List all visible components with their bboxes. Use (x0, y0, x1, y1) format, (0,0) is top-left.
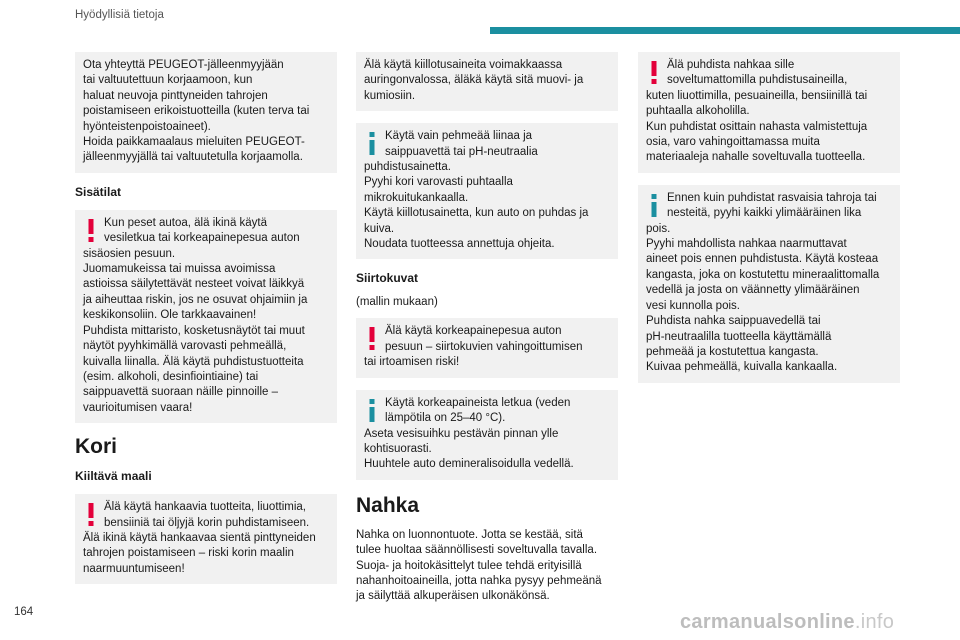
text-line: pesuun – siirtokuvien vahingoittumisen (385, 340, 583, 353)
section-heading-nahka: Nahka (356, 493, 420, 517)
text-line: saippuavettä tai pH-neutraalia (385, 145, 538, 158)
text-line: puhdistusainetta. (364, 161, 451, 174)
text-line: Juomamukeissa tai muissa avoimissa (83, 263, 276, 276)
text-line: Älä ikinä käytä hankaavaa sientä pinttyneiden (83, 531, 316, 544)
info-text (646, 222, 892, 376)
text-line: nahanhoitoaineilla, jotta nahka pysyy pehmeänä (356, 574, 602, 587)
text-line: vesiletkua tai korkeapainepesua auton (104, 232, 300, 245)
warning-box (75, 210, 337, 423)
text-line: vaurioitumisen vaara! (83, 401, 193, 414)
info-text (364, 427, 610, 473)
text-line: hyönteistenpoistoaineet). (83, 120, 211, 133)
nahka-paragraph (356, 528, 618, 605)
text-line: haluat neuvoja pinttyneiden tahrojen (83, 89, 268, 102)
text-line: Käytä kiillotusainetta, kun auto on puhdas ja (364, 207, 589, 220)
text-line: vedellä ja josta on väännetty ylimääräinen (646, 284, 860, 297)
warning-icon (647, 60, 661, 86)
info-icon (365, 131, 379, 157)
text-line: Puhdista nahka saippuavedellä tai (646, 315, 821, 328)
column-2 (356, 52, 618, 605)
text-line: pH-neutraalilla tuotteella käyttämällä (646, 330, 832, 343)
info-text (364, 160, 610, 252)
warning-box (75, 494, 337, 584)
text-line: tai irtoamisen riski! (364, 356, 460, 369)
text-line: materiaaleja nahalle soveltuvalla tuotteella. (646, 151, 866, 164)
column-1 (75, 52, 337, 596)
text-line: ja säilyttää alkuperäisen ulkonäkönsä. (356, 590, 550, 603)
text-line: auringonvalossa, äläkä käytä sitä muovi- ja (364, 74, 584, 87)
text-line: Huuhtele auto demineralisoidulla vedellä. (364, 458, 574, 471)
text-line: näytöt pyyhkimällä varovasti pehmeällä, (83, 340, 287, 353)
info-box (356, 390, 618, 480)
info-text (364, 396, 610, 427)
text-line: Pyyhi kori varovasti puhtaalla (364, 176, 513, 189)
section-heading-siirtokuvat: Siirtokuvat (356, 271, 419, 286)
info-text (364, 129, 610, 160)
text-line: kohtisuorasti. (364, 442, 432, 455)
text-line: astioissa säilytettävät nesteet voivat läikkyä (83, 278, 305, 291)
text-line: Älä puhdista nahkaa sille (667, 59, 795, 71)
text-line: bensiiniä tai öljyjä korin puhdistamiseen. (104, 516, 310, 529)
text-line: tahrojen poistamiseen – riski korin maalin (83, 547, 294, 560)
text-line: kangasta, joka on kostutettu mineraalittomalla (646, 268, 880, 281)
warning-text (364, 355, 610, 370)
text-line: naarmuuntumiseen! (83, 562, 185, 575)
info-box (356, 123, 618, 259)
text-line: Ota yhteyttä PEUGEOT-jälleenmyyjään (83, 59, 284, 71)
text-line: Pyyhi mahdollista nahkaa naarmuttavat (646, 238, 847, 251)
note-text (83, 58, 329, 166)
warning-text (83, 500, 329, 531)
note-text (364, 58, 610, 104)
info-text (646, 191, 892, 222)
text-line: ja aiheuttaa riskin, jos ne osuvat ohjaimiin ja (83, 293, 308, 306)
text-line: Älä käytä kiillotusaineita voimakkaassa (364, 59, 563, 71)
text-line: kuten liuottimilla, pesuaineilla, bensiinillä tai (646, 89, 868, 102)
text-line: jälleenmyyjällä tai valtuutetulla korjaamolla. (83, 151, 303, 164)
text-line: Hoida paikkamaalaus mieluiten PEUGEOT- (83, 136, 305, 149)
text-line: aineet pois ennen puhdistusta. Käytä kosteaa (646, 253, 879, 266)
warning-box (638, 52, 900, 173)
text-line: mikrokuitukankaalla. (364, 191, 469, 204)
note-box (356, 52, 618, 111)
text-line: Aseta vesisuihku pestävän pinnan ylle (364, 427, 559, 440)
text-line: kuiva. (364, 222, 395, 235)
warning-text (83, 216, 329, 247)
page-header-title: Hyödyllisiä tietoja (75, 9, 164, 21)
note-box (75, 52, 337, 173)
warning-icon (84, 502, 98, 528)
info-icon (365, 398, 379, 424)
info-box (638, 185, 900, 383)
page-number: 164 (14, 606, 34, 618)
text-line: pehmeää ja kostutettua kangasta. (646, 345, 819, 358)
model-note: (mallin mukaan) (356, 296, 438, 309)
section-heading-kori: Kori (75, 435, 117, 459)
warning-icon (84, 218, 98, 244)
text-line: sisäosien pesuun. (83, 247, 176, 260)
column-3 (638, 52, 900, 395)
text-line: tai valtuutettuun korjaamoon, kun (83, 74, 253, 87)
watermark: carmanualsonline.info (680, 611, 895, 633)
text-line: keskikonsoliin. Ole tarkkaavainen! (83, 309, 257, 322)
header-accent-bar (490, 27, 960, 34)
text-line: vesi kunnolla pois. (646, 299, 740, 312)
warning-box (356, 318, 618, 377)
text-line: osia, varo vahingoittamassa muita (646, 136, 820, 149)
text-line: Kuivaa pehmeällä, kuivalla kankaalla. (646, 361, 838, 374)
text-line: puhtaalla alkoholilla. (646, 105, 750, 118)
text-line: Puhdista mittaristo, kosketusnäytöt tai muut (83, 324, 305, 337)
text-line: Kun peset autoa, älä ikinä käytä (104, 216, 268, 229)
subheading-kiiltava-maali: Kiiltävä maali (75, 469, 152, 484)
text-line: kuivalla liinalla. Älä käytä puhdistustuotteita (83, 355, 304, 368)
text-line: nesteitä, pyyhi kaikki ylimääräinen lika (667, 207, 862, 220)
text-line: Älä käytä korkeapainepesua auton (385, 325, 562, 338)
warning-icon (365, 326, 379, 352)
text-line: tulee huoltaa säännöllisesti soveltuvalla tavalla. (356, 544, 598, 557)
warning-text (83, 531, 329, 577)
text-line: lämpötila on 25–40 °C). (385, 412, 506, 425)
text-line: Noudata tuotteessa annettuja ohjeita. (364, 238, 555, 251)
text-line: Älä käytä hankaavia tuotteita, liuottimia, (104, 501, 307, 514)
text-line: Käytä vain pehmeää liinaa ja (385, 130, 533, 143)
warning-text (646, 89, 892, 166)
warning-text (646, 58, 892, 89)
info-icon (647, 193, 661, 219)
text-line: Nahka on luonnontuote. Jotta se kestää, sitä (356, 528, 583, 541)
text-line: saippuavettä suoraan näille pinnoille – (83, 386, 279, 399)
text-line: Ennen kuin puhdistat rasvaisia tahroja tai (667, 191, 877, 204)
text-line: Suoja- ja hoitokäsittelyt tulee tehdä erityisillä (356, 559, 582, 572)
section-heading-sisatilat: Sisätilat (75, 184, 122, 199)
warning-text (364, 324, 610, 355)
text-line: (esim. alkoholi, desinfiointiaine) tai (83, 370, 259, 383)
text-line: soveltumattomilla puhdistusaineilla, (667, 74, 848, 87)
warning-text (83, 247, 329, 416)
text-line: kumiosiin. (364, 89, 416, 102)
text-line: Käytä korkeapaineista letkua (veden (385, 396, 571, 409)
text-line: pois. (646, 222, 671, 235)
text-line: Kun puhdistat osittain nahasta valmistettuja (646, 120, 868, 133)
text-line: poistamiseen erikoistuotteilla (kuten terva tai (83, 105, 310, 118)
